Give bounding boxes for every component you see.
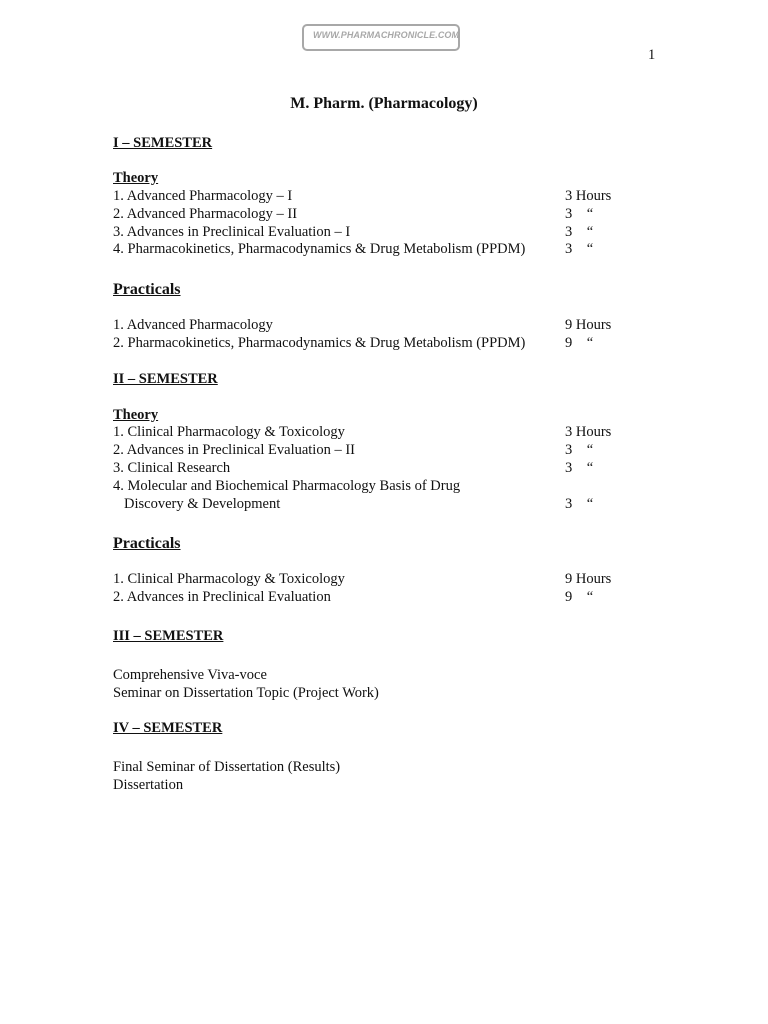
page-number: 1 <box>648 47 656 63</box>
course-hours: 3 Hours <box>565 188 612 204</box>
semester-4-item: Final Seminar of Dissertation (Results) <box>113 759 341 775</box>
course-row <box>113 478 633 496</box>
course-hours: 3 “ <box>565 224 594 240</box>
semester-1-heading: I – SEMESTER <box>113 135 213 151</box>
course-name: 2. Advanced Pharmacology – II <box>113 206 298 222</box>
course-hours: 3 “ <box>565 241 594 257</box>
practical-row <box>113 335 633 353</box>
course-name: 3. Clinical Research <box>113 460 231 476</box>
semester-4-heading: IV – SEMESTER <box>113 720 223 736</box>
course-row <box>113 224 633 242</box>
practical-name: 1. Clinical Pharmacology & Toxicology <box>113 571 345 587</box>
course-hours: 3 “ <box>565 442 594 458</box>
semester-2-practicals-heading: Practicals <box>113 535 181 552</box>
practical-hours: 9 “ <box>565 589 594 605</box>
practical-row <box>113 571 633 589</box>
semester-3-heading: III – SEMESTER <box>113 628 224 644</box>
course-name: 3. Advances in Preclinical Evaluation – I <box>113 224 351 240</box>
semester-3-item: Comprehensive Viva-voce <box>113 667 267 683</box>
course-name: 1. Clinical Pharmacology & Toxicology <box>113 424 345 440</box>
practical-name: 2. Advances in Preclinical Evaluation <box>113 589 331 605</box>
semester-1-theory-heading: Theory <box>113 170 159 186</box>
semester-2-heading: II – SEMESTER <box>113 371 218 387</box>
practical-row <box>113 589 633 607</box>
course-name: 1. Advanced Pharmacology – I <box>113 188 293 204</box>
course-row <box>113 188 633 206</box>
course-row <box>113 241 633 259</box>
course-row <box>113 496 633 514</box>
course-row <box>113 206 633 224</box>
course-row <box>113 460 633 478</box>
semester-1-practicals-heading: Practicals <box>113 281 181 298</box>
course-row <box>113 442 633 460</box>
semester-3-item: Seminar on Dissertation Topic (Project Work) <box>113 685 379 701</box>
semester-4-item: Dissertation <box>113 777 184 793</box>
course-name: Discovery & Development <box>124 496 281 512</box>
course-hours: 3 “ <box>565 496 594 512</box>
course-name: 4. Pharmacokinetics, Pharmacodynamics & Drug Metabolism (PPDM) <box>113 241 526 257</box>
course-hours: 3 “ <box>565 460 594 476</box>
course-row <box>113 424 633 442</box>
practical-name: 2. Pharmacokinetics, Pharmacodynamics & Drug Metabolism (PPDM) <box>113 335 526 351</box>
course-name: 2. Advances in Preclinical Evaluation – II <box>113 442 355 458</box>
semester-2-theory-heading: Theory <box>113 407 159 423</box>
practical-hours: 9 “ <box>565 335 594 351</box>
practical-name: 1. Advanced Pharmacology <box>113 317 273 333</box>
watermark-stamp: WWW.PHARMACHRONICLE.COM <box>302 24 460 51</box>
course-hours: 3 “ <box>565 206 594 222</box>
course-name: 4. Molecular and Biochemical Pharmacology Basis of Drug <box>113 478 461 494</box>
practical-hours: 9 Hours <box>565 571 612 587</box>
course-hours: 3 Hours <box>565 424 612 440</box>
page-title: M. Pharm. (Pharmacology) <box>290 95 478 112</box>
practical-hours: 9 Hours <box>565 317 612 333</box>
practical-row <box>113 317 633 335</box>
